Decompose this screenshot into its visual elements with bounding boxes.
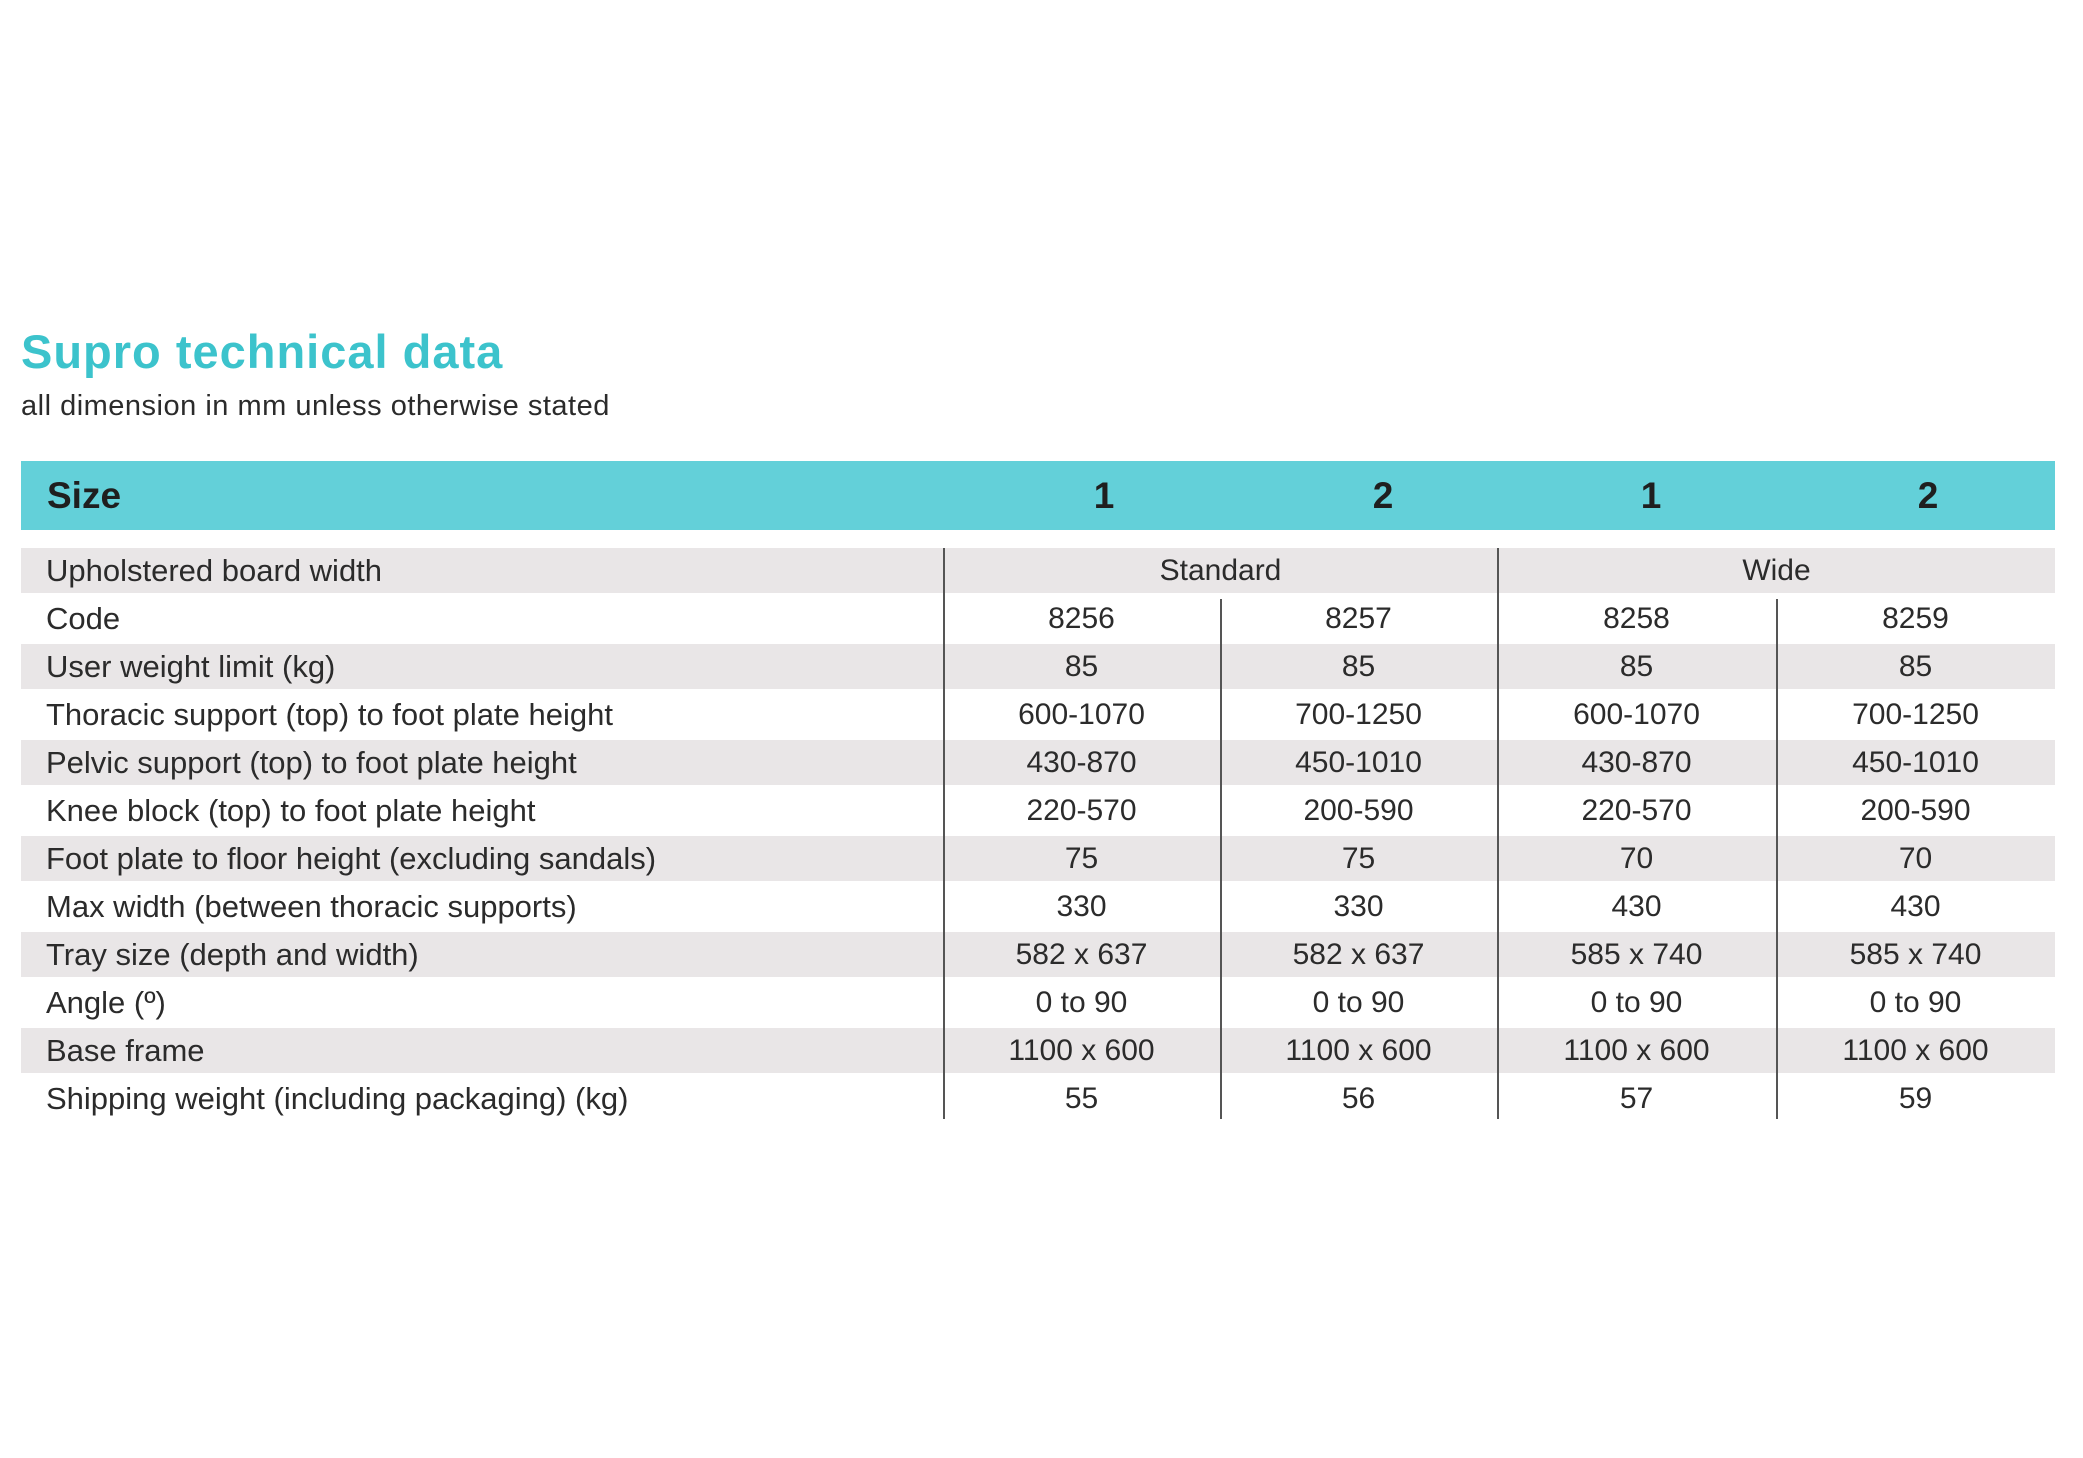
table-cell: 1100 x 600: [1563, 1034, 1710, 1067]
row-label: Knee block (top) to foot plate height: [46, 793, 536, 828]
table-row: [21, 980, 2055, 1025]
table-row-board-width: [21, 548, 2055, 593]
table-row: [21, 884, 2055, 929]
column-divider: [943, 548, 945, 1119]
table-cell: 85: [1619, 650, 1654, 683]
table-cell: 200-590: [1303, 794, 1414, 827]
table-row: [21, 692, 2055, 737]
row-label: User weight limit (kg): [46, 649, 336, 684]
size-header-2-wide: 2: [1917, 475, 1939, 516]
row-label: Code: [46, 601, 121, 636]
table-cell: 57: [1619, 1082, 1654, 1115]
table-cell: 55: [1064, 1082, 1099, 1115]
table-cell: 450-1010: [1295, 746, 1422, 779]
table-cell: 85: [1341, 650, 1376, 683]
table-cell: 600-1070: [1573, 698, 1700, 731]
row-label: Angle (º): [46, 985, 166, 1020]
table-cell: 430: [1890, 890, 1941, 923]
table-cell: 700-1250: [1295, 698, 1422, 731]
row-label: Pelvic support (top) to foot plate height: [46, 745, 577, 780]
table-cell: 8257: [1325, 602, 1392, 635]
page-subtitle: all dimension in mm unless otherwise stated: [21, 390, 610, 422]
size-header-2-standard: 2: [1372, 475, 1394, 516]
table-row: [21, 740, 2055, 785]
table-cell: 330: [1056, 890, 1107, 923]
table-row: [21, 932, 2055, 977]
table-cell: 430: [1611, 890, 1662, 923]
table-cell: 8258: [1603, 602, 1670, 635]
table-cell: 585 x 740: [1570, 938, 1703, 971]
column-divider: [1497, 548, 1499, 1119]
table-cell: 330: [1333, 890, 1384, 923]
table-cell: 75: [1064, 842, 1099, 875]
table-cell: 200-590: [1860, 794, 1971, 827]
table-cell: 70: [1898, 842, 1933, 875]
row-label: Thoracic support (top) to foot plate height: [46, 697, 613, 732]
size-header-1-wide: 1: [1640, 475, 1662, 516]
table-cell: 600-1070: [1018, 698, 1145, 731]
table-cell: 8259: [1882, 602, 1949, 635]
table-cell: 430-870: [1026, 746, 1137, 779]
row-label: Base frame: [46, 1033, 205, 1068]
board-width-wide: Wide: [1742, 554, 1811, 587]
table-cell: 1100 x 600: [1285, 1034, 1432, 1067]
table-cell: 0 to 90: [1312, 986, 1405, 1019]
table-cell: 585 x 740: [1849, 938, 1982, 971]
table-row: [21, 788, 2055, 833]
size-header-label: Size: [47, 475, 122, 516]
table-row: [21, 1076, 2055, 1121]
table-cell: 70: [1619, 842, 1654, 875]
table-header-bar: [21, 461, 2055, 530]
table-row: [21, 596, 2055, 641]
column-divider: [1220, 599, 1222, 1119]
board-width-standard: Standard: [1159, 554, 1282, 587]
table-cell: 85: [1064, 650, 1099, 683]
table-cell: 8256: [1048, 602, 1115, 635]
table-cell: 582 x 637: [1015, 938, 1148, 971]
table-cell: 1100 x 600: [1842, 1034, 1989, 1067]
table-cell: 59: [1898, 1082, 1933, 1115]
row-label: Upholstered board width: [46, 553, 383, 588]
table-cell: 430-870: [1581, 746, 1692, 779]
table-cell: 700-1250: [1852, 698, 1979, 731]
size-header-1-standard: 1: [1093, 475, 1115, 516]
page-title: Supro technical data: [21, 325, 504, 378]
table-cell: 0 to 90: [1590, 986, 1683, 1019]
column-divider: [1776, 599, 1778, 1119]
table-cell: 56: [1341, 1082, 1376, 1115]
table-row: [21, 836, 2055, 881]
row-label: Foot plate to floor height (excluding sandals): [46, 841, 657, 876]
table-cell: 0 to 90: [1869, 986, 1962, 1019]
table-cell: 75: [1341, 842, 1376, 875]
table-cell: 450-1010: [1852, 746, 1979, 779]
row-label: Tray size (depth and width): [46, 937, 419, 972]
table-cell: 220-570: [1026, 794, 1137, 827]
table-cell: 1100 x 600: [1008, 1034, 1155, 1067]
row-label: Max width (between thoracic supports): [46, 889, 577, 924]
table-cell: 0 to 90: [1035, 986, 1128, 1019]
table-row: [21, 644, 2055, 689]
table-cell: 220-570: [1581, 794, 1692, 827]
row-label: Shipping weight (including packaging) (kg): [46, 1081, 629, 1116]
table-cell: 85: [1898, 650, 1933, 683]
table-row: [21, 1028, 2055, 1073]
table-cell: 582 x 637: [1292, 938, 1425, 971]
